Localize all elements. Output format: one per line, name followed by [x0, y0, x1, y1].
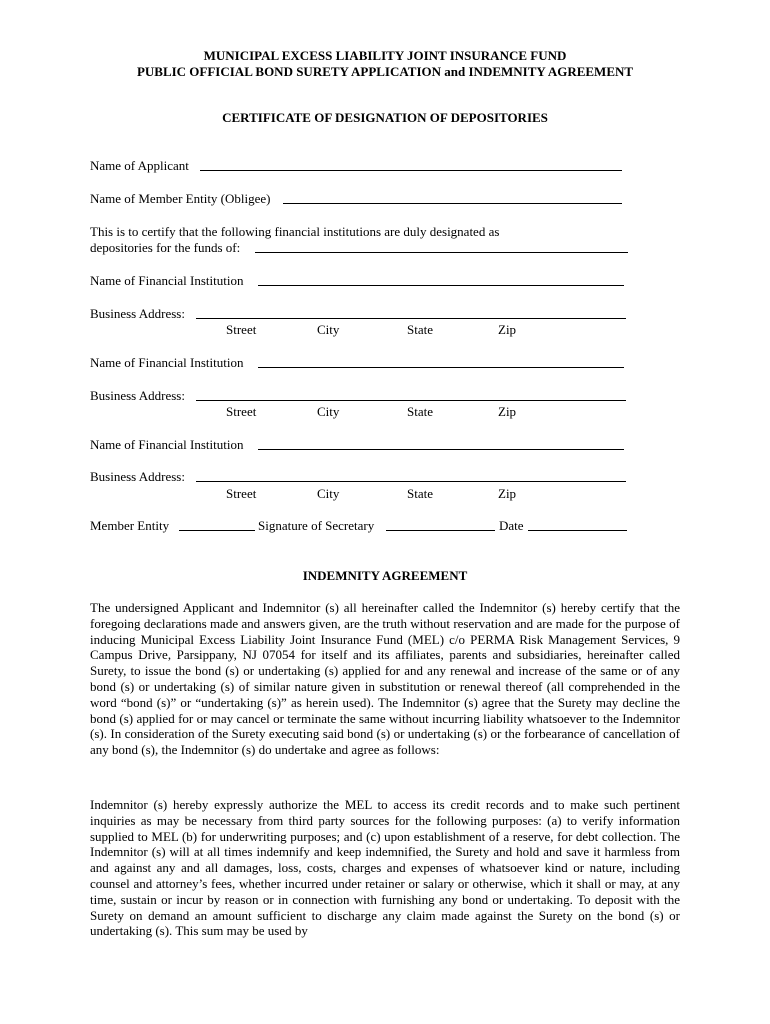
member-entity-field[interactable] [283, 203, 622, 204]
applicant-field[interactable] [200, 170, 622, 171]
zip-sublabel: Zip [498, 322, 517, 337]
business-address-field[interactable] [196, 400, 626, 401]
street-sublabel: Street [226, 404, 257, 419]
institution-name-label: Name of Financial Institution [90, 273, 244, 288]
signature-label: Signature of Secretary [258, 518, 375, 533]
business-address-label: Business Address: [90, 469, 185, 484]
institution-name-label: Name of Financial Institution [90, 355, 244, 370]
business-address-field[interactable] [196, 481, 626, 482]
signature-field[interactable] [386, 530, 495, 531]
applicant-label: Name of Applicant [90, 158, 189, 173]
city-sublabel: City [317, 322, 340, 337]
institution-name-field[interactable] [258, 449, 624, 450]
state-sublabel: State [407, 486, 433, 501]
institution-name-label: Name of Financial Institution [90, 437, 244, 452]
header-line-2: PUBLIC OFFICIAL BOND SURETY APPLICATION and INDEMNITY AGREEMENT [136, 64, 634, 79]
zip-sublabel: Zip [498, 486, 517, 501]
street-sublabel: Street [226, 486, 257, 501]
city-sublabel: City [317, 486, 340, 501]
date-field[interactable] [528, 530, 627, 531]
certificate-title: CERTIFICATE OF DESIGNATION OF DEPOSITORIES [222, 110, 548, 125]
institution-name-field[interactable] [258, 367, 624, 368]
indemnity-paragraph-2: Indemnitor (s) hereby expressly authorize the MEL to access its credit records and to make such pertinent inquiries as may be necessary from third party sources for the following purposes: (a) to verify information supplied to MEL (b) for underwriting purposes; and (c) upon establishment of a reserve, for debt collection. The Indemnitor (s) will at all times indemnify and keep indemnified, the Surety and hold and save it harmless from and against any and all damages, loss, costs, charges and expenses of whatsoever kind or nature, including counsel and attorney’s fees, whether incurred under retainer or salary or otherwise, which it shall or may, at any time, sustain or incur by reason or in connection with furnishing any bond or undertaking. To deposit with the Surety on demand an amount sufficient to discharge any claim made against the Surety on the bond (s) or undertaking (s). This sum may be used by [90, 797, 680, 939]
indemnity-paragraph-1: The undersigned Applicant and Indemnitor (s) all hereinafter called the Indemnitor (s) hereby certify that the foregoing declarations made and answers given, are the truth without reservation and are made for the purpose of inducing Municipal Excess Liability Joint Insurance Fund (MEL) c/o PERMA Risk Management Services, 9 Campus Drive, Parsippany, NJ 07054 for itself and its affiliates, parents and subsidiaries, hereinafter called Surety, to issue the bond (s) or undertaking (s) applied for and any renewal and increase of the same or of any bond (s) or undertaking (s) of similar nature given in substitution or renewal thereof (all comprehended in the word “bond (s)” or “undertaking (s)” as herein used). The Indemnitor (s) agree that the Surety may decline the bond (s) applied for or may cancel or terminate the same without incurring liability whatsoever to the Indemnitor (s). In consideration of the Surety executing said bond (s) or undertaking (s) or the forbearance of cancellation of any bond (s), the Indemnitor (s) do undertake and agree as follows: [90, 600, 680, 758]
institution-name-field[interactable] [258, 285, 624, 286]
indemnity-title: INDEMNITY AGREEMENT [302, 568, 468, 583]
city-sublabel: City [317, 404, 340, 419]
header-line-1: MUNICIPAL EXCESS LIABILITY JOINT INSURANCE FUND [203, 48, 567, 63]
depositories-label: depositories for the funds of: [90, 240, 241, 255]
business-address-label: Business Address: [90, 388, 185, 403]
date-label: Date [499, 518, 524, 533]
business-address-label: Business Address: [90, 306, 185, 321]
depositories-field[interactable] [255, 252, 628, 253]
member-entity-label: Name of Member Entity (Obligee) [90, 191, 271, 206]
state-sublabel: State [407, 322, 433, 337]
member-entity-sign-label: Member Entity [90, 518, 170, 533]
certify-text: This is to certify that the following financial institutions are duly designated as [90, 224, 500, 239]
street-sublabel: Street [226, 322, 257, 337]
member-entity-sign-field[interactable] [179, 530, 255, 531]
state-sublabel: State [407, 404, 433, 419]
business-address-field[interactable] [196, 318, 626, 319]
zip-sublabel: Zip [498, 404, 517, 419]
